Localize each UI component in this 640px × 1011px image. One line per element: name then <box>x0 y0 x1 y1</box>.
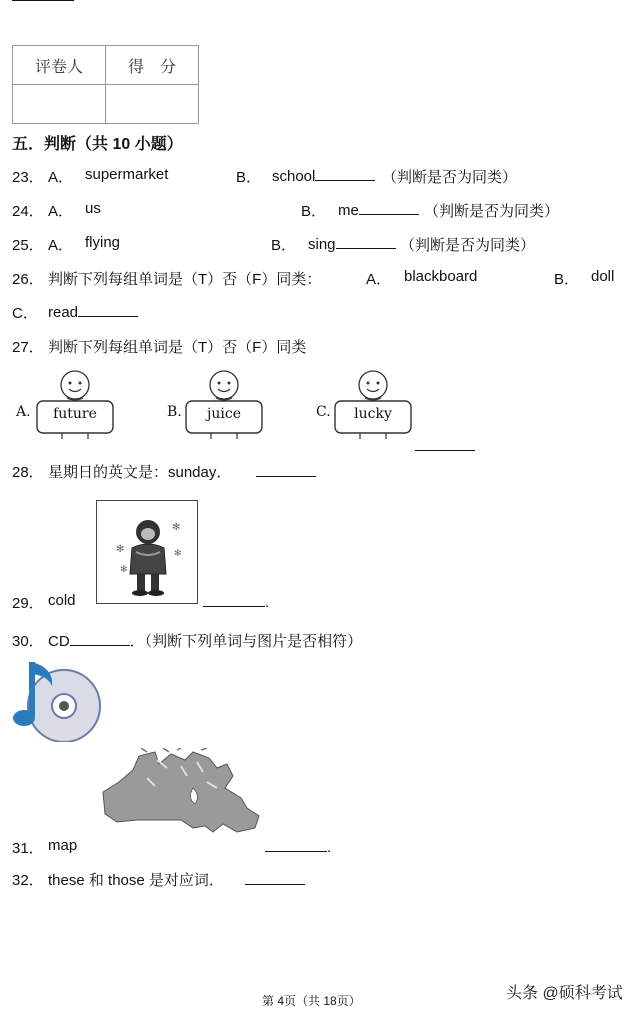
q23-a-label: A． <box>48 169 74 186</box>
q29-answer-blank[interactable] <box>203 592 265 607</box>
q30-answer-blank[interactable] <box>70 631 130 646</box>
q23-b-label: B． <box>236 169 262 186</box>
q27-a-label: A. <box>16 404 31 420</box>
svg-text:✻: ✻ <box>116 544 125 555</box>
q23-b-word <box>272 166 375 185</box>
q29-period: . <box>265 594 270 611</box>
q27-number: 27． <box>12 339 44 356</box>
q29-cold-picture <box>96 500 198 604</box>
q27-answer-blank[interactable] <box>415 436 475 451</box>
q26-number: 26． <box>12 271 44 288</box>
q26-c-word <box>48 302 138 321</box>
q31-number: 31． <box>12 840 44 857</box>
q25-a-word: flying <box>85 234 121 251</box>
grader-header: 评卷人 <box>13 46 106 85</box>
q26-text: 判断下列每组单词是（T）否（F）同类： <box>48 271 322 288</box>
q26-a-word: blackboard <box>404 268 478 285</box>
q25-a-label: A． <box>48 237 74 254</box>
q25-b-word <box>308 234 396 253</box>
q27-text: 判断下列每组单词是（T）否（F）同类 <box>48 339 307 356</box>
q23-a-word: supermarket <box>85 166 169 183</box>
q30-word: CD <box>48 633 70 650</box>
q23-number: 23． <box>12 169 44 186</box>
q24-a-label: A． <box>48 203 74 220</box>
q29-answer <box>203 592 269 611</box>
svg-text:✻: ✻ <box>120 565 128 575</box>
section-title: 五．判断（共 10 小题） <box>12 136 183 153</box>
q24-number: 24． <box>12 203 44 220</box>
q28-answer-blank[interactable] <box>256 462 316 477</box>
q30-number: 30． <box>12 633 44 650</box>
q32-number: 32． <box>12 872 44 889</box>
q31-period: . <box>327 839 332 856</box>
score-table <box>12 45 199 124</box>
q32-answer-blank[interactable] <box>245 870 305 885</box>
score-header: 得 分 <box>106 46 199 85</box>
q30-line <box>48 630 362 651</box>
svg-text:✻: ✻ <box>172 522 181 533</box>
q31-answer <box>265 837 331 856</box>
q25-note: （判断是否为同类） <box>400 237 536 254</box>
q23-note: （判断是否为同类） <box>382 169 518 186</box>
q26-b-label: B． <box>554 271 580 288</box>
q25-number: 25． <box>12 237 44 254</box>
q27-b-kid-illustration <box>183 368 265 440</box>
q30-cd-picture <box>12 658 104 742</box>
q29-number: 29． <box>12 595 44 612</box>
q24-b-word <box>338 200 419 219</box>
q24-note: （判断是否为同类） <box>424 203 560 220</box>
q27-b-label: B. <box>167 404 182 420</box>
q25-b-label: B． <box>271 237 297 254</box>
q23-b-word-text: school <box>272 168 316 185</box>
q26-c-word-text: read <box>48 304 79 321</box>
q27-c-label: C. <box>316 404 331 420</box>
q27-a-kid-illustration <box>34 368 116 440</box>
q23-answer-blank[interactable] <box>315 166 375 181</box>
q26-a-label: A． <box>366 271 392 288</box>
top-rule <box>12 0 74 1</box>
q24-b-label: B． <box>301 203 327 220</box>
q26-answer-blank[interactable] <box>78 302 138 317</box>
q25-answer-blank[interactable] <box>336 234 396 249</box>
q25-b-word-text: sing <box>308 236 336 253</box>
q27-a-word: future <box>53 406 97 422</box>
q31-word: map <box>48 837 78 854</box>
score-cell <box>106 85 199 124</box>
q24-b-word-text: me <box>338 202 359 219</box>
q26-c-label: C． <box>12 305 38 322</box>
q24-a-word: us <box>85 200 101 217</box>
q31-answer-blank[interactable] <box>265 837 327 852</box>
q27-c-kid-illustration <box>332 368 414 440</box>
q32-text: these 和 those 是对应词． <box>48 872 224 889</box>
page-footer: 第 4页（共 18页） <box>262 994 361 1008</box>
q31-map-picture <box>97 748 262 844</box>
q24-answer-blank[interactable] <box>359 200 419 215</box>
q27-b-word: juice <box>207 406 241 422</box>
q30-text: ．（判断下列单词与图片是否相符） <box>129 633 363 650</box>
q29-word: cold <box>48 592 76 609</box>
q28-text: 星期日的英文是：sunday． <box>48 464 232 481</box>
q27-c-word: lucky <box>354 406 392 422</box>
grader-cell <box>13 85 106 124</box>
svg-text:✻: ✻ <box>174 549 182 559</box>
q28-number: 28． <box>12 464 44 481</box>
q26-b-word: doll <box>591 268 615 285</box>
watermark: 头条 @硕科考试 <box>506 985 623 1002</box>
